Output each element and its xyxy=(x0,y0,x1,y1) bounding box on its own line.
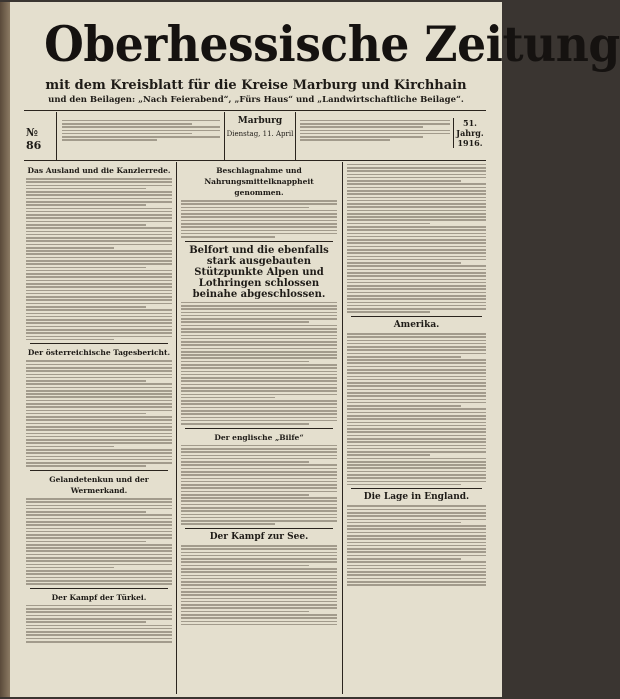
headline-gelandeten: Gelandetenkun und der Wermerkand. xyxy=(49,474,149,495)
column-1 xyxy=(24,162,174,694)
headline-lage-england: Die Lage in England. xyxy=(363,492,470,503)
volume-year xyxy=(453,118,484,148)
date-box xyxy=(224,112,296,160)
header-rule-bottom xyxy=(24,160,486,161)
advertising-info xyxy=(300,118,450,156)
headline-kampf-see: Der Kampf zur See. xyxy=(209,532,309,543)
article-body xyxy=(26,498,172,585)
article-body xyxy=(26,605,172,643)
year-line: 1916. xyxy=(457,138,483,148)
masthead-subtitle: mit dem Kreisblatt für die Kreise Marburg und Kirchhain xyxy=(45,78,467,93)
headline-tuerkei: Der Kampf der Türkei. xyxy=(51,592,147,602)
column-rule xyxy=(342,162,343,694)
article-body xyxy=(181,200,337,238)
column-2 xyxy=(179,162,339,694)
masthead-supplements: und den Beilagen: „Nach Feierabend“, „Fürs Haus“ und „Landwirtschaftliche Beilage“. xyxy=(48,95,464,105)
volume-line: 51. Jahrg. xyxy=(456,118,484,138)
article-body xyxy=(26,360,172,467)
masthead-title: Oberhessische Zeitung xyxy=(44,15,620,73)
column-rule xyxy=(176,162,177,694)
header-rule-top xyxy=(24,110,486,111)
article-body xyxy=(181,545,337,625)
date-line: Dienstag, 11. April xyxy=(226,130,294,138)
headline-beschlagnahme: Beschlagnahme und Nahrungsmittelknappheit genommen. xyxy=(204,166,314,197)
date-town: Marburg xyxy=(237,116,283,126)
article-body xyxy=(26,178,172,340)
article-body xyxy=(347,333,486,486)
headline-bilfe: Der englische „Bilfe“ xyxy=(214,432,304,442)
subscription-info xyxy=(62,118,220,156)
issue-number: № 86 xyxy=(26,126,42,152)
issue-number-box xyxy=(24,112,57,160)
column-3 xyxy=(345,162,488,694)
article-body xyxy=(347,164,486,313)
headline-ausland: Das Ausland und die Kanzlerrede. xyxy=(27,166,171,175)
newspaper-page xyxy=(10,2,620,697)
article-body xyxy=(347,505,486,585)
headline-belfort: Belfort und die ebenfalls stark ausgebauten Stützpunkte Alpen und Lothringen schlossen beinahe abgeschlossen. xyxy=(189,244,329,300)
headline-amerika: Amerika. xyxy=(393,319,440,330)
issue-info-bar xyxy=(24,112,486,160)
article-body xyxy=(181,445,337,525)
article-body xyxy=(181,302,337,425)
headline-tagesbericht: Der österreichische Tagesbericht. xyxy=(27,348,171,358)
book-binding xyxy=(0,2,10,697)
